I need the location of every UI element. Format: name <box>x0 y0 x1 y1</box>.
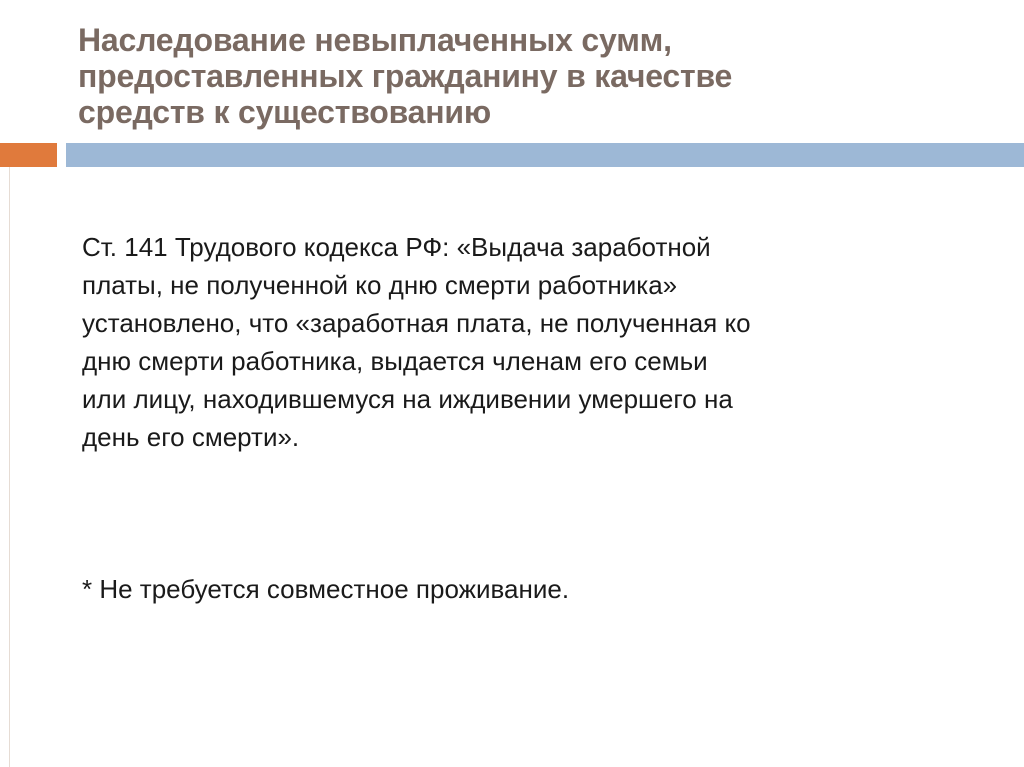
body-paragraph <box>82 228 982 456</box>
body-line-4: дню смерти работника, выдается членам его семьи <box>82 346 708 376</box>
title-line-3: средств к существованию <box>78 94 491 130</box>
title-line-1: Наследование невыплаченных сумм, <box>78 22 672 58</box>
title-line-2: предоставленных гражданину в качестве <box>78 58 733 94</box>
body-line-6: день его смерти». <box>82 422 300 452</box>
footnote: * Не требуется совместное проживание. <box>82 574 570 604</box>
slide-title <box>78 22 998 130</box>
body-line-2: платы, не полученной ко дню смерти работника» <box>82 270 678 300</box>
accent-bar-blue <box>66 143 1024 167</box>
body-line-3: установлено, что «заработная плата, не полученная ко <box>82 308 751 338</box>
body-line-1: Ст. 141 Трудового кодекса РФ: «Выдача заработной <box>82 232 711 262</box>
accent-bar-orange <box>0 143 57 167</box>
frame-divider <box>9 167 10 767</box>
body-line-5: или лицу, находившемуся на иждивении умершего на <box>82 384 733 414</box>
